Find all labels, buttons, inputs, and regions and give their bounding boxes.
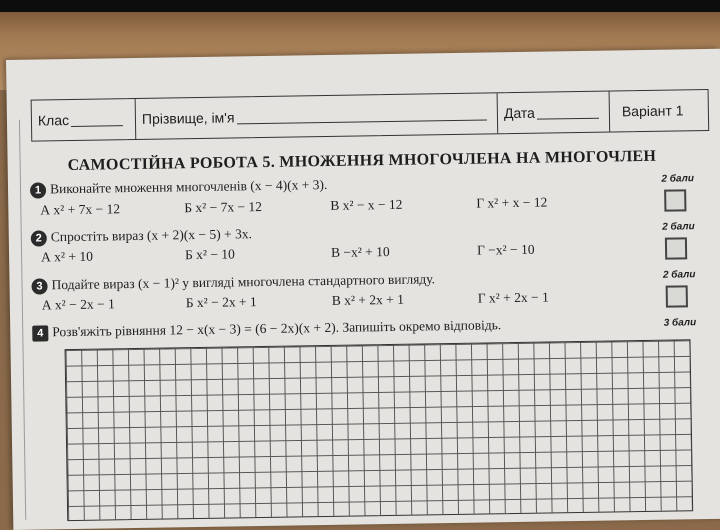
task-text: Спростіть вираз (x + 2)(x − 5) + 3x. xyxy=(50,226,253,245)
option-a[interactable]: А x² − 2x − 1 xyxy=(41,296,115,313)
option-d[interactable]: Г x² + 2x − 1 xyxy=(477,289,549,306)
option-a[interactable]: А x² + 7x − 12 xyxy=(40,201,121,218)
task-points: 2 бали xyxy=(661,173,695,185)
task-points: 2 бали xyxy=(662,221,695,233)
answer-box[interactable] xyxy=(665,237,687,259)
page-title: САМОСТІЙНА РОБОТА 5. МНОЖЕННЯ МНОГОЧЛЕНА НА МНОГОЧЛЕН xyxy=(67,147,657,175)
task-text: Подайте вираз (x − 1)² у вигляді многочлена стандартного вигляду. xyxy=(51,271,436,293)
option-b[interactable]: Б x² − 2x + 1 xyxy=(185,294,257,311)
header-table xyxy=(31,89,710,142)
class-blank xyxy=(71,113,123,127)
date-blank xyxy=(537,105,599,119)
task-2 xyxy=(31,226,252,246)
task-points: 2 бали xyxy=(662,269,696,281)
answer-box[interactable] xyxy=(666,285,688,307)
task-1 xyxy=(30,177,328,199)
name-blank xyxy=(236,107,486,124)
option-d[interactable]: Г −x² − 10 xyxy=(476,241,535,258)
option-b[interactable]: Б x² − 10 xyxy=(184,246,235,263)
worksheet-page xyxy=(6,49,720,530)
date-cell xyxy=(498,92,611,134)
task-number-badge: 4 xyxy=(32,325,48,341)
task-4 xyxy=(32,317,501,341)
answer-box[interactable] xyxy=(664,189,686,211)
answer-grid[interactable] xyxy=(65,339,694,521)
task-text: Розв'яжіть рівняння 12 − x(x − 3) = (6 − 2x)(x + 2). Запишіть окремо відповідь. xyxy=(52,317,502,340)
task-number-badge: 2 xyxy=(31,230,47,246)
name-label: Прізвище, ім'я xyxy=(141,109,235,127)
task-text: Виконайте множення многочленів (x − 4)(x + 3). xyxy=(49,176,328,197)
page-margin-line xyxy=(19,120,26,520)
option-c[interactable]: В x² + 2x + 1 xyxy=(331,291,405,308)
date-label: Дата xyxy=(503,104,536,122)
option-b[interactable]: Б x² − 7x − 12 xyxy=(184,198,263,216)
name-cell xyxy=(136,93,499,139)
task-3 xyxy=(31,271,435,294)
option-d[interactable]: Г x² + x − 12 xyxy=(476,194,548,211)
option-a[interactable]: А x² + 10 xyxy=(40,248,94,265)
variant-cell xyxy=(610,90,709,132)
task-number-badge: 3 xyxy=(31,278,47,294)
class-label: Клас xyxy=(37,112,70,129)
option-c[interactable]: В −x² + 10 xyxy=(330,243,390,260)
task-points: 3 бали xyxy=(663,317,697,329)
top-dark-strip xyxy=(0,0,720,12)
class-cell xyxy=(32,99,137,141)
task-number-badge: 1 xyxy=(30,182,46,198)
option-c[interactable]: В x² − x − 12 xyxy=(330,196,403,213)
variant-label: Варіант 1 xyxy=(621,102,684,120)
